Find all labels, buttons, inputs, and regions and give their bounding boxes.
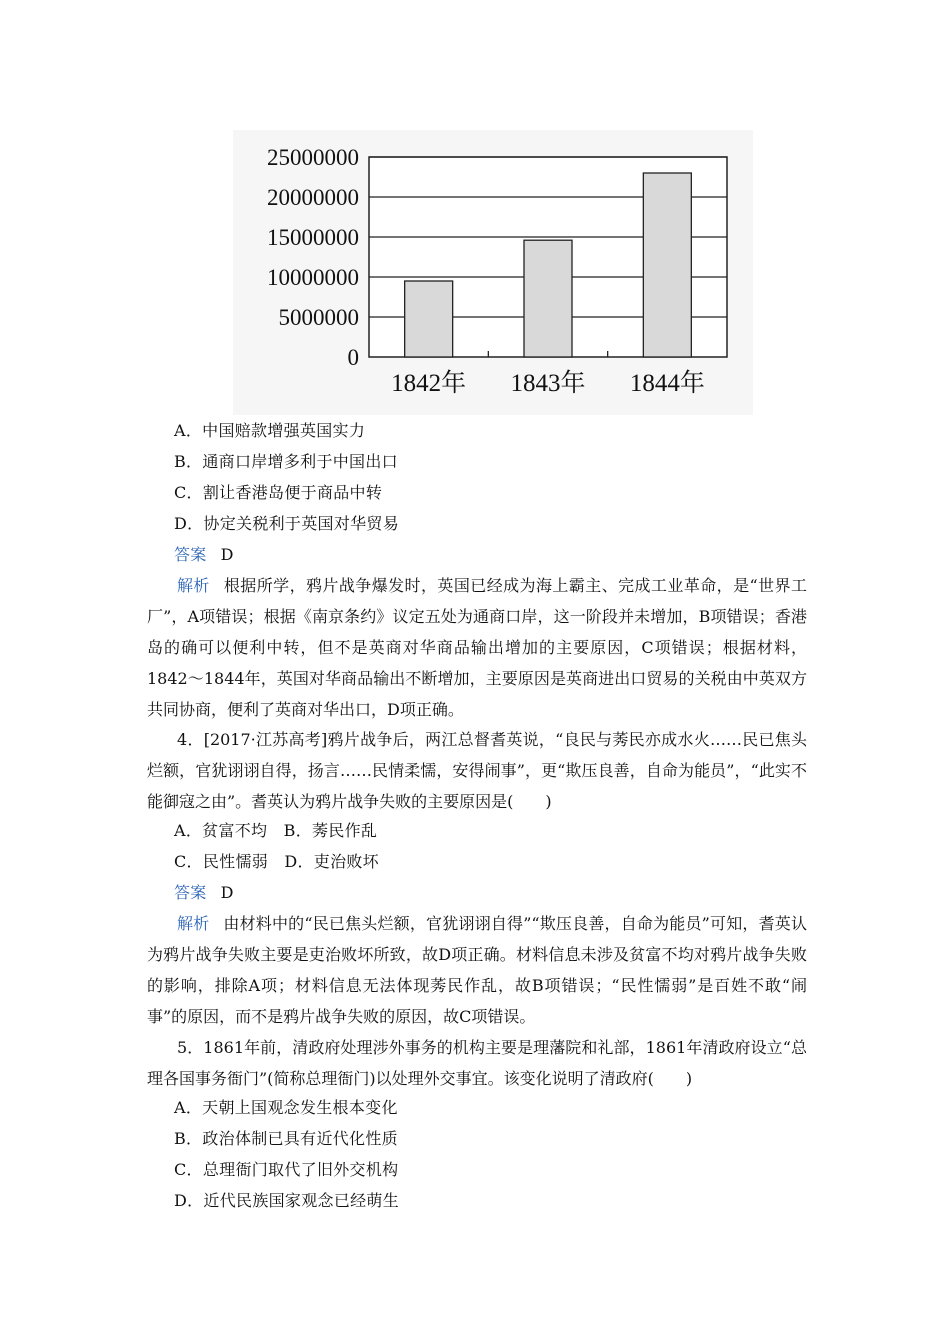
q5-stem: 5．1861年前，清政府处理涉外事务的机构主要是理藩院和礼部，1861年清政府设立“总理各国事务衙门”(简称总理衙门)以处理外交事宜。该变化说明了清政府( ): [147, 1038, 807, 1088]
q3-analysis-label: 解析: [177, 576, 210, 595]
q3-answer-value: D: [220, 545, 234, 564]
q5-option-a: A．天朝上国观念发生根本变化: [174, 1098, 398, 1117]
y-tick-label: 15000000: [267, 225, 359, 250]
q5-option-b: B．政治体制已具有近代化性质: [174, 1129, 398, 1148]
q5-option-c: C．总理衙门取代了旧外交机构: [174, 1160, 399, 1179]
y-tick-label: 10000000: [267, 265, 359, 290]
q3-answer-label: 答案: [174, 545, 207, 564]
q4-stem: 4．[2017·江苏高考]鸦片战争后，两江总督耆英说，“良民与莠民亦成水火……民已焦头烂额，官犹诩诩自得，扬言……民情柔懦，安得闹事”，更“欺压良善，自命为能员”，“此实不能御寇之由”。耆英认为鸦片战争失败的主要原因是( ): [147, 730, 807, 811]
q4-analysis-text: 由材料中的“民已焦头烂额，官犹诩诩自得”“欺压良善，自命为能员”可知，耆英认为鸦片战争失败主要是吏治败坏所致，故D项正确。材料信息未涉及贫富不均对鸦片战争失败的影响，排除A项；材料信息无法体现莠民作乱，故B项错误；“民性懦弱”是百姓不敢“闹事”的原因，而不是鸦片战争失败的原因，故C项错误。: [147, 914, 807, 1026]
y-tick-label: 20000000: [267, 185, 359, 210]
q4-answer: [174, 883, 234, 903]
bar-chart: [233, 130, 753, 415]
x-tick-label: 1843年: [510, 370, 586, 397]
q3-analysis-text: 根据所学，鸦片战争爆发时，英国已经成为海上霸主、完成工业革命，是“世界工厂”，A项错误；根据《南京条约》议定五处为通商口岸，这一阶段并未增加，B项错误；香港岛的确可以便利中转，但不是英商对华商品输出增加的主要原因，C项错误；根据材料，1842～1844年，英国对华商品输出不断增加，主要原因是英商进出口贸易的关税由中英双方共同协商，便利了英商对华出口，D项正确。: [147, 576, 807, 719]
y-tick-label: 5000000: [278, 305, 359, 330]
y-tick-label: 0: [347, 345, 359, 370]
q3-option-a: A．中国赔款增强英国实力: [174, 421, 366, 440]
q4-answer-label: 答案: [174, 883, 207, 902]
q4-options-row1: A．贫富不均 B．莠民作乱: [174, 821, 378, 840]
q4-answer-value: D: [220, 883, 234, 902]
q3-answer: [174, 545, 234, 565]
bar-1844年: [643, 173, 691, 357]
y-tick-label: 25000000: [267, 145, 359, 170]
q4-options-row2: C．民性懦弱 D．吏治败坏: [174, 852, 379, 871]
bar-chart-svg: [233, 130, 753, 415]
q3-analysis: [147, 570, 807, 725]
q3-option-b: B．通商口岸增多利于中国出口: [174, 452, 398, 471]
q3-option-c: C．割让香港岛便于商品中转: [174, 483, 383, 502]
q3-option-d: D．协定关税利于英国对华贸易: [174, 514, 400, 533]
bar-1843年: [524, 240, 572, 357]
q4-analysis: [147, 908, 807, 1032]
q4-analysis-label: 解析: [177, 914, 210, 933]
x-tick-label: 1844年: [629, 370, 705, 397]
x-tick-label: 1842年: [391, 370, 467, 397]
q5-option-d: D．近代民族国家观念已经萌生: [174, 1191, 400, 1210]
bar-1842年: [405, 281, 453, 357]
